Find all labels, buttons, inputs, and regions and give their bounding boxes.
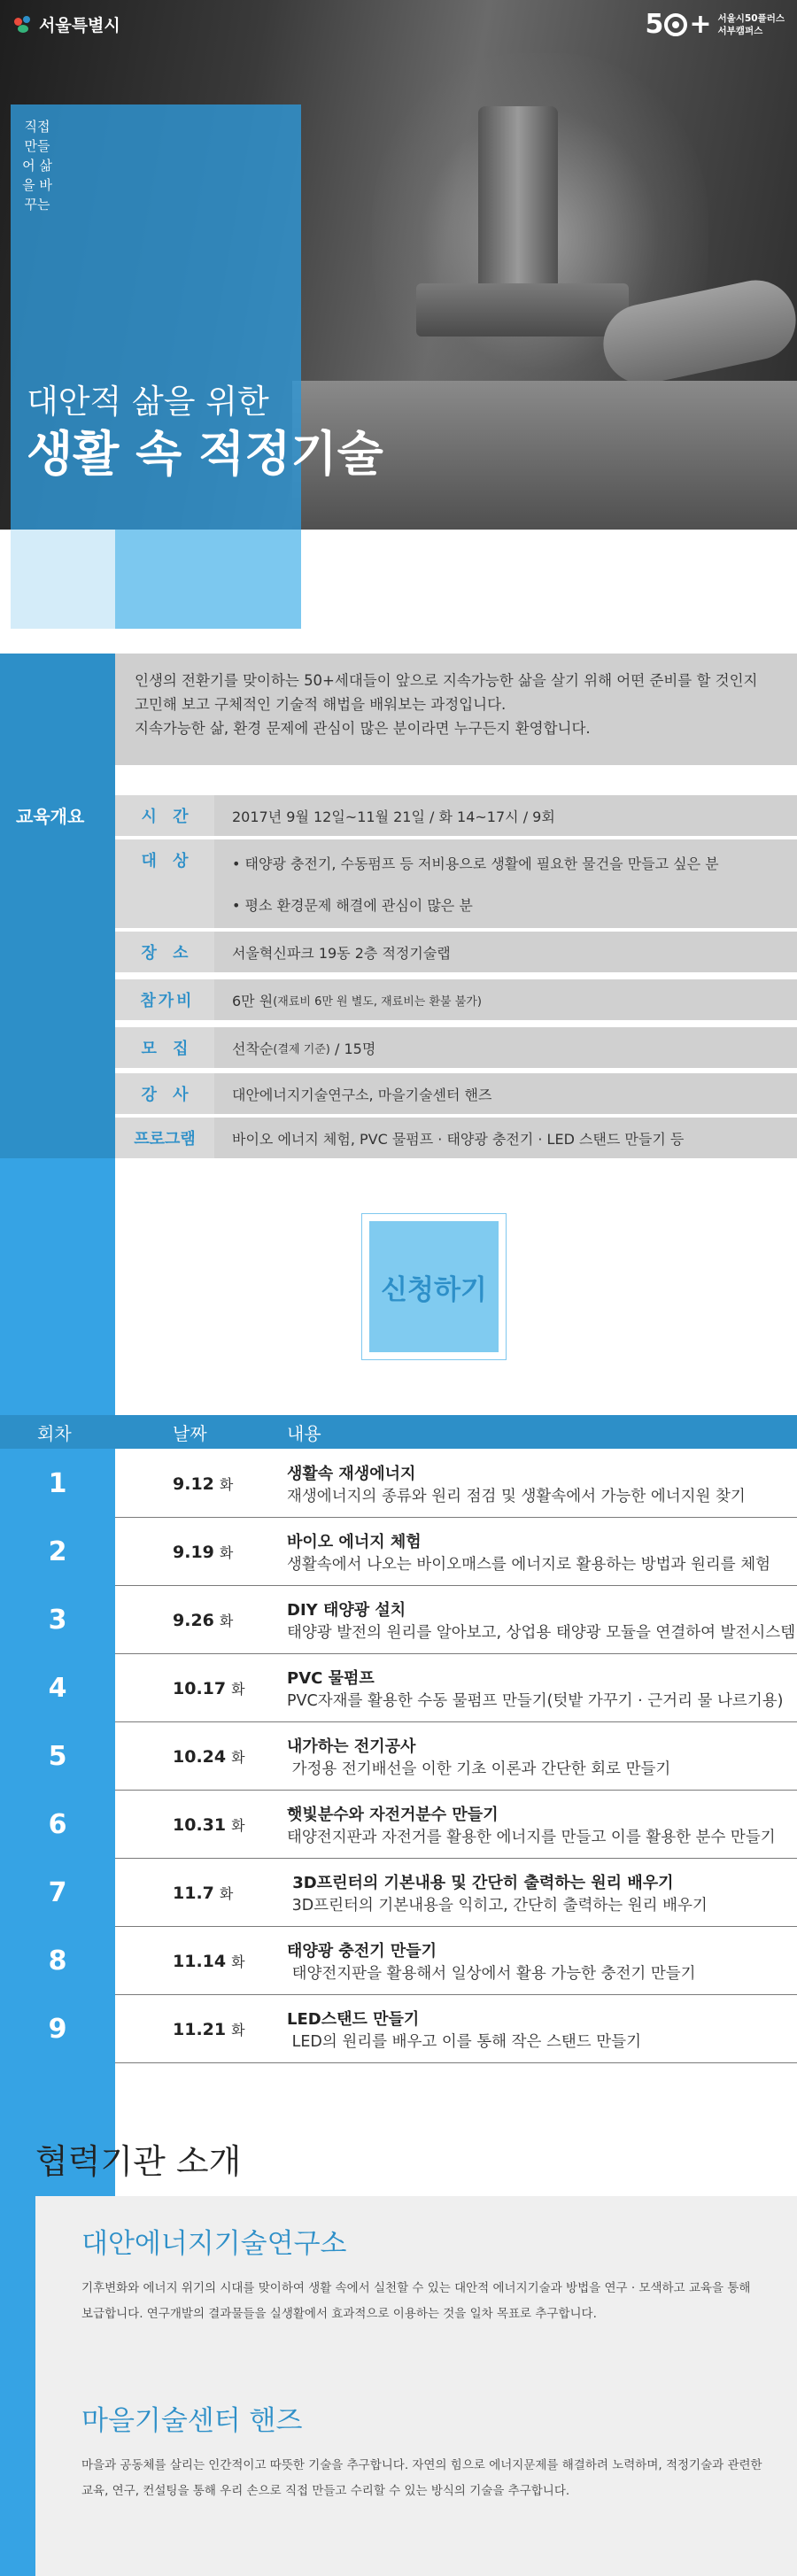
overview-value: 대안에너지기술연구소, 마을기술센터 핸즈 <box>214 1073 797 1114</box>
overview-value <box>214 1027 797 1068</box>
schedule-session-number: 1 <box>48 1468 67 1499</box>
schedule-date <box>173 1927 245 1995</box>
overview-target-item: • 평소 환경문제 해결에 관심이 많은 분 <box>232 897 473 914</box>
schedule-day: 화 <box>219 1613 234 1629</box>
recruit-note: (결제 기준) <box>273 1042 330 1056</box>
schedule-title: DIY 태양광 설치 <box>287 1601 406 1620</box>
apply-button-frame <box>361 1213 507 1360</box>
schedule-date-value: 9.12 <box>173 1474 214 1494</box>
fifty-logo-plus: + <box>689 9 711 40</box>
apply-button[interactable]: 신청하기 <box>369 1221 499 1352</box>
schedule-header-content: 내용 <box>287 1422 321 1444</box>
overview-value: 2017년 9월 12일~11월 21일 / 화 14~17시 / 9회 <box>214 795 797 836</box>
partner-description <box>81 2276 797 2327</box>
schedule-title: 태양광 충전기 만들기 <box>287 1942 437 1961</box>
overview-value: 서울혁신파크 19동 2층 적정기술랩 <box>214 932 797 972</box>
partner-name: 대안에너지기술연구소 <box>81 2228 347 2260</box>
schedule-date-value: 10.24 <box>173 1746 227 1767</box>
overview-key: 강 사 <box>115 1073 214 1114</box>
overview-row-place <box>115 932 797 972</box>
schedule-session-number: 5 <box>48 1741 67 1772</box>
schedule-day: 화 <box>231 1681 245 1698</box>
schedule-description: 생활속에서 나오는 바이오매스를 에너지로 활용하는 방법과 원리를 체험 <box>287 1556 771 1574</box>
schedule-description: LED의 원리를 배우고 이를 통해 작은 스탠드 만들기 <box>287 2033 641 2051</box>
overview-row-recruit <box>115 1027 797 1068</box>
schedule-description: 태양광 발전의 원리를 알아보고, 상업용 태양광 모듈을 연결하여 발전시스템 <box>287 1624 796 1642</box>
schedule-title: 3D프린터의 기본내용 및 간단히 출력하는 원리 배우기 <box>287 1874 674 1892</box>
intro-line: 고민해 보고 구체적인 기술적 해법을 배워보는 과정입니다. <box>135 696 507 713</box>
schedule-row <box>0 1722 797 1791</box>
schedule-title: 바이오 에너지 체험 <box>287 1533 422 1551</box>
overview-key: 모 집 <box>115 1027 214 1068</box>
overview-row-program <box>115 1118 797 1158</box>
schedule-row-divider <box>115 2062 797 2063</box>
schedule-title: 내가하는 전기공사 <box>287 1737 416 1756</box>
schedule-row <box>0 1654 797 1722</box>
partner-desc-line: 보급합니다. 연구개발의 결과물들을 실생활에서 효과적으로 이용하는 것을 일차 목표로 추구합니다. <box>81 2307 597 2321</box>
schedule-date <box>173 1586 233 1654</box>
schedule-session-number: 7 <box>48 1877 67 1908</box>
schedule-session-number: 6 <box>48 1809 67 1840</box>
schedule-session-number: 9 <box>48 2014 67 2045</box>
schedule-session-number: 2 <box>48 1536 67 1567</box>
schedule-date-value: 10.31 <box>173 1814 227 1835</box>
overview-value <box>214 979 797 1020</box>
schedule-row <box>0 1518 797 1586</box>
schedule-day: 화 <box>231 1953 245 1970</box>
schedule-day: 화 <box>231 2022 245 2038</box>
schedule-session-number: 8 <box>48 1946 67 1976</box>
schedule-day: 화 <box>231 1817 245 1834</box>
partner-desc-line: 교육, 연구, 컨설팅을 통해 우리 손으로 직접 만들고 수리할 수 있는 방식의 기술을 추구합니다. <box>81 2484 570 2498</box>
schedule-date-value: 10.17 <box>173 1678 227 1698</box>
schedule-header <box>0 1415 797 1449</box>
overview-key: 프로그램 <box>115 1118 214 1158</box>
recruit-capacity: / 15명 <box>329 1040 376 1057</box>
schedule-date <box>173 1722 245 1791</box>
overview-label: 교육개요 <box>16 806 85 827</box>
seoul-logo-icon <box>12 14 34 35</box>
left-band-dark <box>0 654 115 1158</box>
hero-vertical-text: 직접 만들어 삶을 바꾸는 <box>22 119 52 213</box>
schedule-description: 태양전지판을 활용해서 일상에서 활용 가능한 충전기 만들기 <box>287 1965 696 1983</box>
overview-target-item: • 태양광 충전기, 수동펌프 등 저비용으로 생활에 필요한 물건을 만들고 싶은 분 <box>232 855 719 872</box>
schedule-session-number: 4 <box>48 1673 67 1704</box>
fifty-logo-five: 5 <box>645 9 663 40</box>
schedule-row <box>0 1927 797 1995</box>
schedule-title: 생활속 재생에너지 <box>287 1465 416 1483</box>
schedule-row <box>0 1450 797 1518</box>
schedule-date <box>173 1995 245 2063</box>
schedule-date <box>173 1791 245 1859</box>
schedule-day: 화 <box>219 1885 234 1902</box>
seoul-logo[interactable] <box>12 12 120 36</box>
schedule-row <box>0 1791 797 1859</box>
hero-title-line2: 생활 속 적정기술 <box>27 426 383 482</box>
schedule-date <box>173 1654 245 1722</box>
fifty-logo-ring-icon <box>664 13 687 36</box>
schedule-row <box>0 1586 797 1654</box>
fee-note: (재료비 6만 원 별도, 재료비는 환불 불가) <box>273 994 482 1009</box>
schedule-date <box>173 1450 233 1518</box>
schedule-title: LED스탠드 만들기 <box>287 2010 420 2029</box>
schedule-day: 화 <box>219 1476 234 1493</box>
seoul-logo-text: 서울특별시 <box>39 16 120 35</box>
schedule-date-value: 9.19 <box>173 1542 214 1562</box>
intro-text-box <box>115 654 797 765</box>
partner-description <box>81 2453 797 2504</box>
decor-square-mid <box>115 530 301 629</box>
partners-heading: 협력기관 소개 <box>35 2142 242 2181</box>
schedule-row <box>0 1995 797 2063</box>
schedule-description: 가정용 전기배선을 이한 기초 이론과 간단한 회로 만들기 <box>287 1760 671 1778</box>
fifty-logo-line1: 서울시50플러스 <box>717 12 785 24</box>
schedule-title: 햇빛분수와 자전거분수 만들기 <box>287 1806 499 1824</box>
schedule-day: 화 <box>219 1544 234 1561</box>
partners-box <box>35 2196 797 2576</box>
schedule-header-date: 날짜 <box>173 1422 207 1444</box>
hero-title <box>27 381 383 485</box>
overview-row-target <box>115 839 797 928</box>
overview-key: 참가비 <box>115 979 214 1020</box>
fee-amount: 6만 원 <box>232 992 274 1010</box>
schedule-description: PVC자재를 활용한 수동 물펌프 만들기(텃밭 가꾸기 · 근거리 물 나르기용) <box>287 1692 784 1710</box>
intro-line: 인생의 전환기를 맞이하는 50+세대들이 앞으로 지속가능한 삶을 살기 위해 어떤 준비를 할 것인지 <box>135 672 758 689</box>
intro-line: 지속가능한 삶, 환경 문제에 관심이 많은 분이라면 누구든지 환영합니다. <box>135 720 591 737</box>
schedule-session-number: 3 <box>48 1605 67 1636</box>
overview-value-list <box>214 839 797 928</box>
schedule-row <box>0 1859 797 1927</box>
overview-row-fee <box>115 979 797 1020</box>
schedule-description: 재생에너지의 종류와 원리 점검 및 생활속에서 가능한 에너지원 찾기 <box>287 1488 746 1505</box>
schedule-date-value: 9.26 <box>173 1610 214 1630</box>
partner-desc-line: 기후변화와 에너지 위기의 시대를 맞이하여 생활 속에서 실천할 수 있는 대안적 에너지기술과 방법을 연구 · 모색하고 교육을 통해 <box>81 2281 751 2295</box>
overview-value: 바이오 에너지 체험, PVC 물펌프 · 태양광 충전기 · LED 스탠드 만들기 등 <box>214 1118 797 1158</box>
overview-key: 장 소 <box>115 932 214 972</box>
hero-title-line1: 대안적 삶을 위한 <box>27 383 269 421</box>
schedule-description: 태양전지판과 자전거를 활용한 에너지를 만들고 이를 활용한 분수 만들기 <box>287 1829 776 1846</box>
partner-name: 마을기술센터 핸즈 <box>81 2405 303 2437</box>
schedule-description: 3D프린터의 기본내용을 익히고, 간단히 출력하는 원리 배우기 <box>287 1897 708 1915</box>
fifty-logo-line2: 서부캠퍼스 <box>717 25 763 36</box>
fifty-plus-logo[interactable] <box>646 9 785 40</box>
decor-square-light <box>11 530 115 629</box>
schedule-date-value: 11.21 <box>173 2019 227 2039</box>
hero-photo-machine-base <box>416 283 629 337</box>
partner-desc-line: 마을과 공동체를 살리는 인간적이고 따뜻한 기술을 추구합니다. 자연의 힘으로 에너지문제를 해결하려 노력하며, 적정기술과 관련한 <box>81 2458 762 2472</box>
schedule-title: PVC 물펌프 <box>287 1669 375 1688</box>
schedule-header-session: 회차 <box>37 1422 72 1444</box>
overview-row-time <box>115 795 797 836</box>
overview-row-instructor <box>115 1073 797 1114</box>
schedule-date <box>173 1859 233 1927</box>
fifty-plus-logo-mark <box>646 9 711 40</box>
overview-key: 시 간 <box>115 795 214 836</box>
schedule-date-value: 11.14 <box>173 1951 227 1971</box>
fifty-plus-logo-text <box>718 12 785 37</box>
schedule-date-value: 11.7 <box>173 1883 214 1903</box>
schedule-date <box>173 1518 233 1586</box>
schedule-day: 화 <box>231 1749 245 1766</box>
overview-key: 대 상 <box>115 839 214 928</box>
recruit-method: 선착순 <box>232 1040 274 1057</box>
